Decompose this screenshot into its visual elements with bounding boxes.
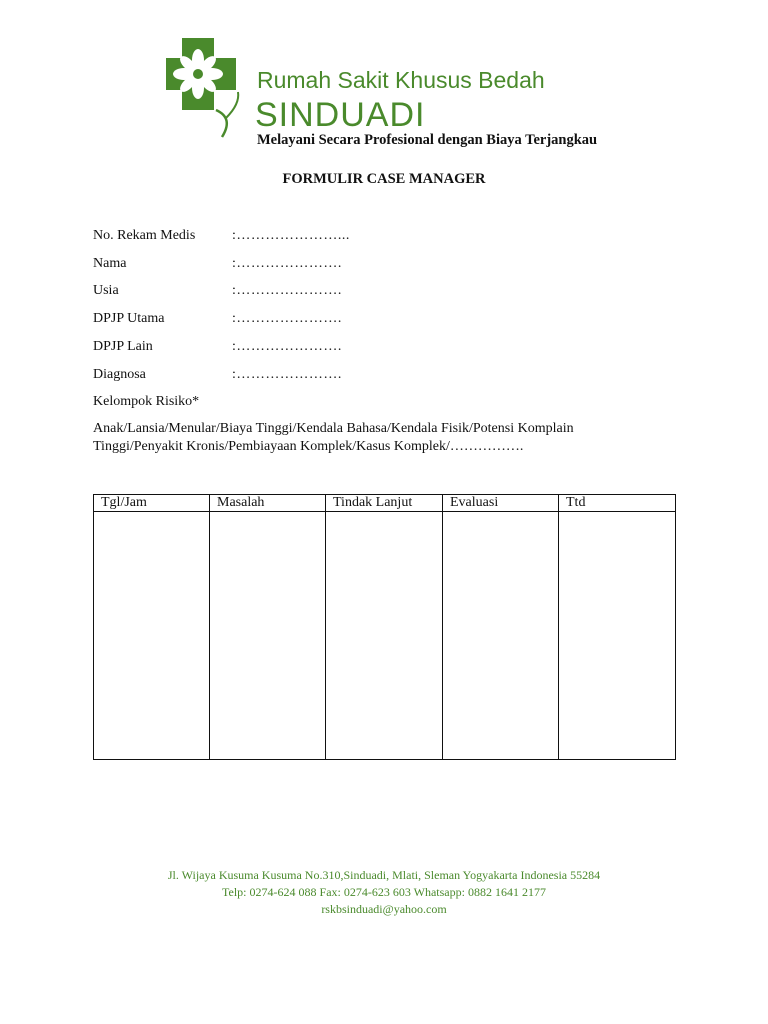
- risk-group-options-line: Anak/Lansia/Menular/Biaya Tinggi/Kendala Bahasa/Kendala Fisik/Potensi Komplain: [93, 421, 574, 436]
- table-cell-problem[interactable]: [210, 512, 326, 760]
- field-label: DPJP Utama: [93, 311, 165, 326]
- footer-phones: Telp: 0274-624 088 Fax: 0274-623 603 Whatsapp: 0882 1641 2177: [222, 885, 546, 899]
- column-header-follow-up: Tindak Lanjut: [326, 495, 443, 512]
- table-header-row: [94, 495, 676, 512]
- hospital-logo: [160, 34, 640, 148]
- field-blank: :………………….: [232, 256, 342, 271]
- risk-group-options-line: Tinggi/Penyakit Kronis/Pembiayaan Komplek/Kasus Komplek/…………….: [93, 439, 524, 454]
- column-header-signature: Ttd: [559, 495, 676, 512]
- column-header-date-time: Tgl/Jam: [94, 495, 210, 512]
- footer-email: rskbsinduadi@yahoo.com: [321, 902, 447, 916]
- field-blank: :………………….: [232, 367, 342, 382]
- field-label: DPJP Lain: [93, 339, 153, 354]
- table-cell-evaluation[interactable]: [443, 512, 559, 760]
- table-row: [94, 512, 676, 760]
- table-cell-follow-up[interactable]: [326, 512, 443, 760]
- case-log-table: [93, 494, 676, 760]
- field-label: Usia: [93, 283, 119, 298]
- field-label: No. Rekam Medis: [93, 228, 196, 243]
- field-blank: :………………….: [232, 283, 342, 298]
- green-cross-flower-icon: [160, 34, 250, 138]
- column-header-evaluation: Evaluasi: [443, 495, 559, 512]
- table-cell-date-time[interactable]: [94, 512, 210, 760]
- hospital-name: Rumah Sakit Khusus Bedah: [257, 67, 545, 93]
- hospital-brand: SINDUADI: [255, 96, 426, 134]
- column-header-problem: Masalah: [210, 495, 326, 512]
- form-title: FORMULIR CASE MANAGER: [282, 171, 486, 187]
- risk-group-options: [93, 420, 653, 456]
- risk-group-label: Kelompok Risiko*: [93, 394, 200, 409]
- footer-address: Jl. Wijaya Kusuma Kusuma No.310,Sinduadi, Mlati, Sleman Yogyakarta Indonesia 55284: [167, 868, 601, 882]
- field-blank: :………………….: [232, 339, 342, 354]
- field-label: Nama: [93, 256, 127, 271]
- table-cell-signature[interactable]: [559, 512, 676, 760]
- footer-contact: [0, 867, 768, 918]
- hospital-tagline: Melayani Secara Profesional dengan Biaya Terjangkau: [257, 132, 598, 148]
- field-blank: :………………….: [232, 311, 342, 326]
- field-blank: :…………………...: [232, 228, 350, 243]
- field-label: Diagnosa: [93, 367, 146, 382]
